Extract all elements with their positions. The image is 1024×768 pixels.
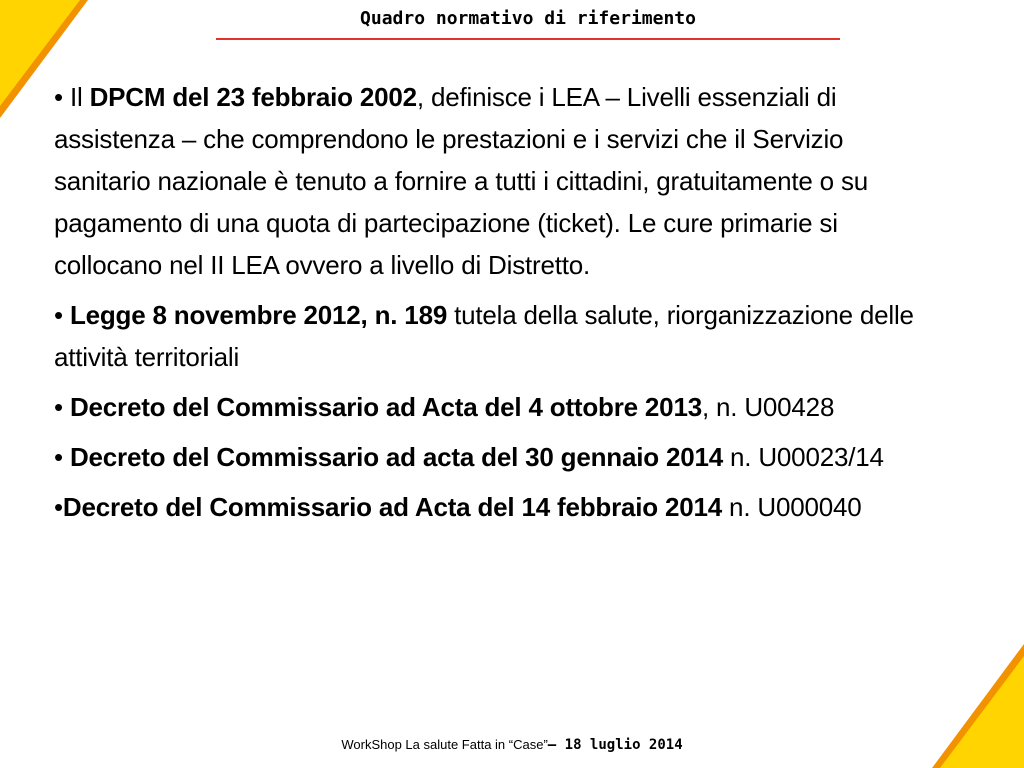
item-text-prefix: Il <box>69 82 90 112</box>
item-title: Decreto del Commissario ad acta del 30 gennaio 2014 <box>69 442 724 472</box>
item-text: tutela della salute, riorganizzazione delle attività territoriali <box>54 300 914 372</box>
footer <box>0 736 1024 754</box>
item-title: Decreto del Commissario ad Acta del 14 febbraio 2014 <box>62 492 723 522</box>
page-title: Quadro normativo di riferimento <box>360 8 696 29</box>
item-title: Decreto del Commissario ad Acta del 4 ottobre 2013 <box>69 392 702 422</box>
footer-date: – 18 luglio 2014 <box>547 737 683 753</box>
title-underline <box>216 38 840 40</box>
bullet-list <box>54 76 934 536</box>
bullet: • <box>54 82 70 112</box>
list-item <box>54 294 934 378</box>
item-title: DPCM del 23 febbraio 2002 <box>89 82 417 112</box>
item-text: , n. U00428 <box>701 392 835 422</box>
item-title: Legge 8 novembre 2012, n. 189 <box>69 300 448 330</box>
list-item <box>54 76 934 286</box>
list-item <box>54 486 934 528</box>
bullet: • <box>54 300 70 330</box>
item-text: n. U00023/14 <box>723 442 884 472</box>
list-item <box>54 436 934 478</box>
footer-text: WorkShop La salute Fatta in “Case” <box>341 737 548 752</box>
bullet: • <box>54 442 70 472</box>
bullet: • <box>54 492 63 522</box>
item-text: n. U000040 <box>722 492 862 522</box>
list-item <box>54 386 934 428</box>
bullet: • <box>54 392 70 422</box>
item-text: , definisce i LEA – Livelli essenziali di assistenza – che comprendono le prestazioni e i servizi che il Servizio sanitario nazionale è tenuto a fornire a tutti i cittadini, gratuitamente o su pagamento di una quota di partecipazione (ticket). Le cure primarie si collocano nel II LEA ovvero a livello di Distretto. <box>54 82 869 280</box>
corner-decoration-bottom-right <box>932 644 1024 768</box>
